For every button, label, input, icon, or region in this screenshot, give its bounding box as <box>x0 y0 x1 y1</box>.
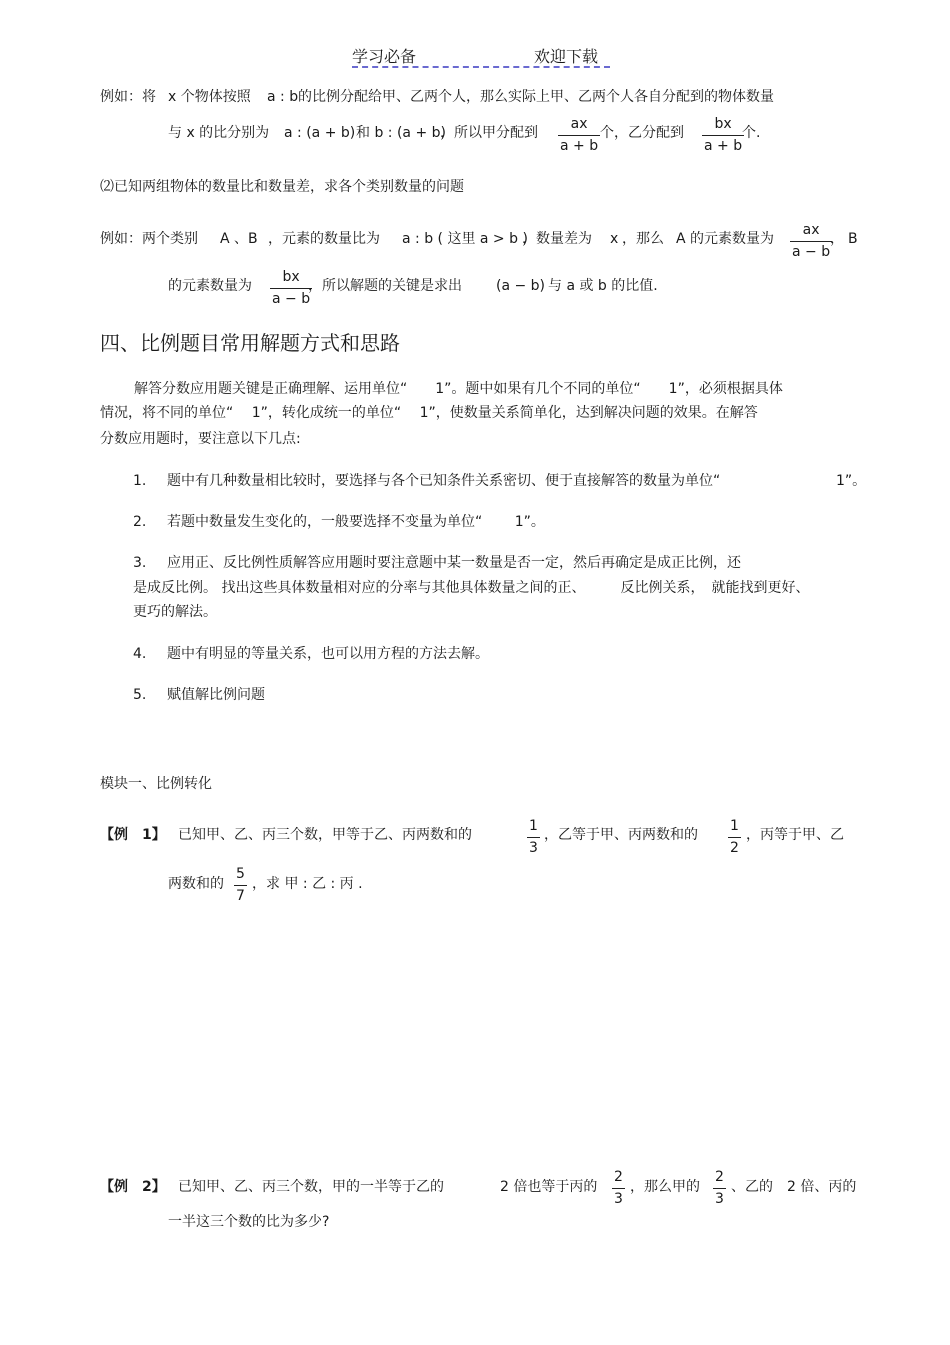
list-item-1-tail: 1”。 <box>836 473 867 489</box>
example2-l1-c: ，那么甲的 <box>630 1179 700 1195</box>
example1-l1-a: 已知甲、乙、丙三个数，甲等于乙、丙两数和的 <box>178 827 472 843</box>
diff-l1-e: ，数量差为 <box>522 231 592 247</box>
module1-title: 模块一、比例转化 <box>100 776 212 792</box>
list-item-5-num: 5. <box>133 687 147 703</box>
list-item-1-num: 1. <box>133 473 147 489</box>
example2-fraction-2 <box>713 1169 726 1208</box>
alloc-l1-a: 例如：将 <box>100 89 156 105</box>
list-item-2-text: 若题中数量发生变化的，一般要选择不变量为单位“ 1”。 <box>167 514 545 530</box>
alloc-fraction-2 <box>702 116 744 155</box>
fraction-denominator: 3 <box>529 840 538 856</box>
fraction-bar <box>612 1188 625 1189</box>
fraction-bar <box>527 837 540 838</box>
diff-l1-d: a : b ( 这里 a > b ) <box>402 231 528 247</box>
diff-l1-h: A 的元素数量为 <box>676 231 775 247</box>
list-item-4-text: 题中有明显的等量关系，也可以用方程的方法去解。 <box>167 646 489 662</box>
alloc-l1-d: 的比例分配给甲、乙两个人，那么实际上甲、乙两个人各自分配到的物体数量 <box>298 89 774 105</box>
diff-l1-i: ， <box>830 231 844 247</box>
example2-tag: 【例 2】 <box>100 1179 166 1195</box>
diff-l1-j: B <box>848 231 858 247</box>
diff-l1-c: ，元素的数量比为 <box>268 231 380 247</box>
item2-title: ⑵已知两组物体的数量比和数量差，求各个类别数量的问题 <box>100 179 464 195</box>
example1-l1-c: ，丙等于甲、乙 <box>746 827 844 843</box>
fraction-numerator: 5 <box>236 866 245 882</box>
fraction-numerator: ax <box>570 116 588 132</box>
example1-tag: 【例 1】 <box>100 827 166 843</box>
list-item-4-num: 4. <box>133 646 147 662</box>
fraction-bar <box>702 135 744 136</box>
example1-l2-a: 两数和的 <box>168 876 224 892</box>
fraction-numerator: ax <box>802 222 820 238</box>
alloc-l2-d: ，所以甲分配到 <box>440 125 538 141</box>
section4-para-2: 情况，将不同的单位“ 1”，转化成统一的单位“ 1”，使数量关系简单化，达到解决问题的效果。在解答 <box>100 405 758 421</box>
fraction-numerator: 1 <box>730 818 739 834</box>
fraction-bar <box>558 135 600 136</box>
example2-l1-d: 、乙的 2 倍、丙的 <box>731 1179 857 1195</box>
fraction-denominator: 3 <box>614 1191 623 1207</box>
example1-fraction-3 <box>234 866 247 905</box>
alloc-l2-a: 与 x 的比分别为 <box>168 125 270 141</box>
diff-l1-g: ，那么 <box>622 231 664 247</box>
fraction-denominator: 3 <box>715 1191 724 1207</box>
alloc-l1-c: a : b <box>267 89 299 105</box>
section4-heading: 四、比例题目常用解题方式和思路 <box>100 331 400 355</box>
fraction-denominator: a + b <box>704 138 743 154</box>
fraction-bar <box>270 288 312 289</box>
alloc-l2-f: 个. <box>742 125 761 141</box>
page-header <box>352 44 610 68</box>
example2-fraction-1 <box>612 1169 625 1208</box>
fraction-denominator: a − b <box>792 244 831 260</box>
fraction-denominator: a + b <box>560 138 599 154</box>
alloc-l2-b: a : (a + b) <box>284 125 356 141</box>
example1-l2-b: ，求 甲 : 乙 : 丙 . <box>252 876 363 892</box>
list-item-2-num: 2. <box>133 514 147 530</box>
example1-l1-b: ，乙等于甲、丙两数和的 <box>544 827 698 843</box>
header-left: 学习必备 <box>352 47 417 66</box>
fraction-numerator: 2 <box>614 1169 623 1185</box>
fraction-numerator: 1 <box>529 818 538 834</box>
example1-fraction-1 <box>527 818 540 857</box>
diff-l2-a: 的元素数量为 <box>168 278 252 294</box>
list-item-5-text: 赋值解比例问题 <box>167 687 265 703</box>
fraction-numerator: 2 <box>715 1169 724 1185</box>
diff-l1-a: 例如：两个类别 <box>100 231 198 247</box>
alloc-l2-c: 和 b : (a + b) <box>356 125 446 141</box>
fraction-denominator: 7 <box>236 888 245 904</box>
fraction-numerator: bx <box>282 269 300 285</box>
list-item-1-text: 题中有几种数量相比较时，要选择与各个已知条件关系密切、便于直接解答的数量为单位“ <box>167 473 721 489</box>
example2-l2: 一半这三个数的比为多少? <box>168 1214 330 1230</box>
fraction-numerator: bx <box>714 116 732 132</box>
diff-l1-f: x <box>610 231 619 247</box>
diff-l2-b: ，所以解题的关键是求出 <box>308 278 462 294</box>
example2-l1-a: 已知甲、乙、丙三个数，甲的一半等于乙的 <box>178 1179 444 1195</box>
header-right: 欢迎下载 <box>534 47 599 66</box>
alloc-l2-e: 个，乙分配到 <box>600 125 684 141</box>
diff-fraction-1 <box>790 222 832 261</box>
diff-l1-b: A 、B <box>220 231 258 247</box>
list-item-3-text: 应用正、反比例性质解答应用题时要注意题中某一数量是否一定，然后再确定是成正比例，还 <box>167 555 741 571</box>
alloc-fraction-1 <box>558 116 600 155</box>
fraction-denominator: a − b <box>272 291 311 307</box>
fraction-denominator: 2 <box>730 840 739 856</box>
fraction-bar <box>728 837 741 838</box>
example1-fraction-2 <box>728 818 741 857</box>
list-item-3-num: 3. <box>133 555 147 571</box>
diff-l2-d: 与 a 或 b 的比值. <box>548 278 658 294</box>
fraction-bar <box>234 885 247 886</box>
diff-l2-c: (a − b) <box>496 278 546 294</box>
section4-para-1: 解答分数应用题关键是正确理解、运用单位“ 1”。题中如果有几个不同的单位“ 1”，必须根据具体 <box>134 381 783 397</box>
alloc-l1-b: x 个物体按照 <box>168 89 251 105</box>
list-item-3-line-2: 是成反比例。 找出这些具体数量相对应的分率与其他具体数量之间的正、 反比例关系， 就能找到更好、 <box>133 580 810 596</box>
diff-fraction-2 <box>270 269 312 308</box>
fraction-bar <box>713 1188 726 1189</box>
section4-para-3: 分数应用题时，要注意以下几点: <box>100 431 301 447</box>
example2-l1-b: 2 倍也等于丙的 <box>500 1179 598 1195</box>
fraction-bar <box>790 241 832 242</box>
list-item-3-line-3: 更巧的解法。 <box>133 604 217 620</box>
